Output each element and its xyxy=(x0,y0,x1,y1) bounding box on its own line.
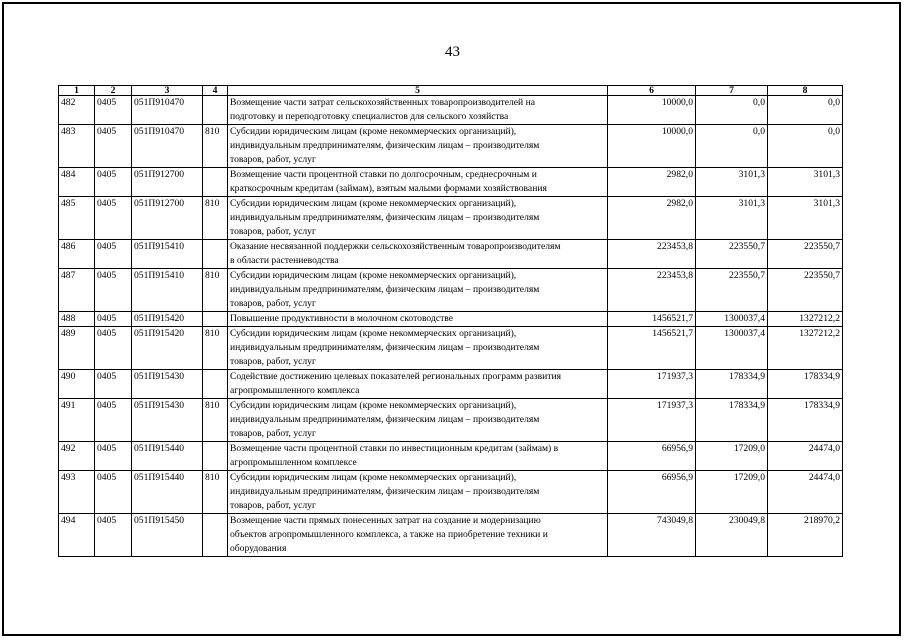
amount-col-8-cell: 1327212,2 xyxy=(768,312,843,327)
amount-col-7-cell: 178334,9 xyxy=(696,399,768,442)
expense-type-cell xyxy=(203,370,228,399)
amount-col-6-cell: 1456521,7 xyxy=(608,327,696,370)
amount-col-6-cell: 10000,0 xyxy=(608,96,696,125)
row-number-cell: 492 xyxy=(59,442,95,471)
header-col-2: 2 xyxy=(95,86,132,96)
amount-col-8-cell: 218970,2 xyxy=(768,514,843,557)
table-row xyxy=(59,442,843,471)
amount-col-6-cell: 2982,0 xyxy=(608,197,696,240)
amount-col-7-cell: 0,0 xyxy=(696,96,768,125)
description-line: в области растениеводства xyxy=(230,255,339,266)
header-col-6: 6 xyxy=(608,86,696,96)
row-number-cell: 490 xyxy=(59,370,95,399)
description-line: Субсидии юридическим лицам (кроме некоммерческих организаций), xyxy=(230,400,517,411)
header-col-8: 8 xyxy=(768,86,843,96)
description-line: объектов агропромышленного комплекса, а также на приобретение техники и xyxy=(230,529,548,540)
target-article-cell: 051П915430 xyxy=(132,370,203,399)
section-code-cell: 0405 xyxy=(95,399,132,442)
description-line: Возмещение части прямых понесенных затрат на создание и модернизацию xyxy=(230,515,541,526)
description-cell xyxy=(228,442,608,471)
section-code-cell: 0405 xyxy=(95,312,132,327)
target-article-cell: 051П915440 xyxy=(132,442,203,471)
target-article-cell: 051П915420 xyxy=(132,312,203,327)
description-line: краткосрочным кредитам (займам), взятым малыми формами хозяйствования xyxy=(230,183,547,194)
amount-col-6-cell: 2982,0 xyxy=(608,168,696,197)
description-cell xyxy=(228,269,608,312)
table-row xyxy=(59,399,843,442)
amount-col-6-cell: 66956,9 xyxy=(608,442,696,471)
amount-col-8-cell: 223550,7 xyxy=(768,240,843,269)
description-cell xyxy=(228,312,608,327)
target-article-cell: 051П912700 xyxy=(132,168,203,197)
row-number-cell: 487 xyxy=(59,269,95,312)
description-line: Субсидии юридическим лицам (кроме некоммерческих организаций), xyxy=(230,198,517,209)
expense-type-cell: 810 xyxy=(203,197,228,240)
description-cell xyxy=(228,96,608,125)
amount-col-6-cell: 66956,9 xyxy=(608,471,696,514)
table-row xyxy=(59,96,843,125)
expense-type-cell: 810 xyxy=(203,269,228,312)
description-line: Возмещение части процентной ставки по долгосрочным, среднесрочным и xyxy=(230,169,537,180)
row-number-cell: 484 xyxy=(59,168,95,197)
description-cell xyxy=(228,327,608,370)
amount-col-7-cell: 178334,9 xyxy=(696,370,768,399)
table-row xyxy=(59,269,843,312)
target-article-cell: 051П915410 xyxy=(132,269,203,312)
section-code-cell: 0405 xyxy=(95,269,132,312)
expense-type-cell xyxy=(203,96,228,125)
description-line: товаров, работ, услуг xyxy=(230,154,316,165)
amount-col-8-cell: 178334,9 xyxy=(768,370,843,399)
amount-col-6-cell: 1456521,7 xyxy=(608,312,696,327)
amount-col-8-cell: 24474,0 xyxy=(768,442,843,471)
description-cell xyxy=(228,197,608,240)
description-line: Субсидии юридическим лицам (кроме некоммерческих организаций), xyxy=(230,270,517,281)
target-article-cell: 051П915420 xyxy=(132,327,203,370)
table-row xyxy=(59,514,843,557)
amount-col-8-cell: 1327212,2 xyxy=(768,327,843,370)
table-row xyxy=(59,197,843,240)
amount-col-7-cell: 17209,0 xyxy=(696,442,768,471)
section-code-cell: 0405 xyxy=(95,168,132,197)
section-code-cell: 0405 xyxy=(95,197,132,240)
header-col-7: 7 xyxy=(696,86,768,96)
amount-col-8-cell: 178334,9 xyxy=(768,399,843,442)
target-article-cell: 051П910470 xyxy=(132,96,203,125)
description-cell xyxy=(228,514,608,557)
section-code-cell: 0405 xyxy=(95,442,132,471)
expense-type-cell xyxy=(203,514,228,557)
amount-col-7-cell: 1300037,4 xyxy=(696,327,768,370)
amount-col-7-cell: 223550,7 xyxy=(696,240,768,269)
amount-col-6-cell: 171937,3 xyxy=(608,399,696,442)
target-article-cell: 051П915440 xyxy=(132,471,203,514)
description-line: индивидуальным предпринимателям, физическим лицам – производителям xyxy=(230,486,540,497)
amount-col-8-cell: 3101,3 xyxy=(768,197,843,240)
header-col-4: 4 xyxy=(203,86,228,96)
expense-type-cell: 810 xyxy=(203,327,228,370)
header-col-3: 3 xyxy=(132,86,203,96)
table-row xyxy=(59,471,843,514)
section-code-cell: 0405 xyxy=(95,471,132,514)
section-code-cell: 0405 xyxy=(95,240,132,269)
expense-type-cell: 810 xyxy=(203,125,228,168)
description-line: индивидуальным предпринимателям, физическим лицам – производителям xyxy=(230,414,540,425)
amount-col-7-cell: 0,0 xyxy=(696,125,768,168)
amount-col-8-cell: 223550,7 xyxy=(768,269,843,312)
target-article-cell: 051П915450 xyxy=(132,514,203,557)
row-number-cell: 486 xyxy=(59,240,95,269)
description-cell xyxy=(228,370,608,399)
target-article-cell: 051П910470 xyxy=(132,125,203,168)
row-number-cell: 485 xyxy=(59,197,95,240)
row-number-cell: 493 xyxy=(59,471,95,514)
table-row xyxy=(59,125,843,168)
row-number-cell: 488 xyxy=(59,312,95,327)
section-code-cell: 0405 xyxy=(95,96,132,125)
table-row xyxy=(59,370,843,399)
amount-col-8-cell: 0,0 xyxy=(768,96,843,125)
row-number-cell: 483 xyxy=(59,125,95,168)
description-line: индивидуальным предпринимателям, физическим лицам – производителям xyxy=(230,342,540,353)
section-code-cell: 0405 xyxy=(95,327,132,370)
description-line: индивидуальным предпринимателям, физическим лицам – производителям xyxy=(230,212,540,223)
table-row xyxy=(59,312,843,327)
description-line: товаров, работ, услуг xyxy=(230,500,316,511)
table-row xyxy=(59,168,843,197)
description-line: подготовку и переподготовку специалистов для сельского хозяйства xyxy=(230,111,509,122)
amount-col-8-cell: 3101,3 xyxy=(768,168,843,197)
amount-col-7-cell: 3101,3 xyxy=(696,168,768,197)
expense-type-cell: 810 xyxy=(203,399,228,442)
description-cell xyxy=(228,399,608,442)
description-line: Оказание несвязанной поддержки сельскохозяйственным товаропроизводителям xyxy=(230,241,561,252)
description-cell xyxy=(228,168,608,197)
description-line: Возмещение части затрат сельскохозяйственных товаропроизводителей на xyxy=(230,97,535,108)
description-cell xyxy=(228,125,608,168)
description-line: Содействие достижению целевых показателей региональных программ развития xyxy=(230,371,562,382)
target-article-cell: 051П915430 xyxy=(132,399,203,442)
amount-col-6-cell: 223453,8 xyxy=(608,269,696,312)
description-line: индивидуальным предпринимателям, физическим лицам – производителям xyxy=(230,284,540,295)
page-number: 43 xyxy=(445,44,460,60)
amount-col-6-cell: 743049,8 xyxy=(608,514,696,557)
section-code-cell: 0405 xyxy=(95,125,132,168)
table-row xyxy=(59,240,843,269)
header-col-5: 5 xyxy=(228,86,608,96)
amount-col-7-cell: 17209,0 xyxy=(696,471,768,514)
description-line: товаров, работ, услуг xyxy=(230,226,316,237)
amount-col-7-cell: 223550,7 xyxy=(696,269,768,312)
target-article-cell: 051П912700 xyxy=(132,197,203,240)
table-header-row xyxy=(59,86,843,96)
description-line: агропромышленного комплекса xyxy=(230,385,360,396)
description-line: Субсидии юридическим лицам (кроме некоммерческих организаций), xyxy=(230,328,517,339)
description-line: агропромышленном комплексе xyxy=(230,457,357,468)
target-article-cell: 051П915410 xyxy=(132,240,203,269)
description-line: Возмещение части процентной ставки по инвестиционным кредитам (займам) в xyxy=(230,443,559,454)
budget-table xyxy=(58,85,843,557)
description-cell xyxy=(228,240,608,269)
expense-type-cell xyxy=(203,240,228,269)
row-number-cell: 482 xyxy=(59,96,95,125)
amount-col-6-cell: 10000,0 xyxy=(608,125,696,168)
description-cell xyxy=(228,471,608,514)
amount-col-6-cell: 223453,8 xyxy=(608,240,696,269)
amount-col-7-cell: 1300037,4 xyxy=(696,312,768,327)
row-number-cell: 494 xyxy=(59,514,95,557)
expense-type-cell xyxy=(203,312,228,327)
expense-type-cell: 810 xyxy=(203,471,228,514)
description-line: Субсидии юридическим лицам (кроме некоммерческих организаций), xyxy=(230,126,517,137)
row-number-cell: 489 xyxy=(59,327,95,370)
description-line: индивидуальным предпринимателям, физическим лицам – производителям xyxy=(230,140,540,151)
description-line: Субсидии юридическим лицам (кроме некоммерческих организаций), xyxy=(230,472,517,483)
amount-col-8-cell: 0,0 xyxy=(768,125,843,168)
row-number-cell: 491 xyxy=(59,399,95,442)
section-code-cell: 0405 xyxy=(95,370,132,399)
amount-col-7-cell: 230049,8 xyxy=(696,514,768,557)
section-code-cell: 0405 xyxy=(95,514,132,557)
amount-col-7-cell: 3101,3 xyxy=(696,197,768,240)
description-line: товаров, работ, услуг xyxy=(230,428,316,439)
description-line: товаров, работ, услуг xyxy=(230,356,316,367)
description-line: Повышение продуктивности в молочном скотоводстве xyxy=(230,313,454,324)
description-line: товаров, работ, услуг xyxy=(230,298,316,309)
expense-type-cell xyxy=(203,442,228,471)
description-line: оборудования xyxy=(230,543,287,554)
amount-col-6-cell: 171937,3 xyxy=(608,370,696,399)
expense-type-cell xyxy=(203,168,228,197)
table-body xyxy=(59,96,843,557)
amount-col-8-cell: 24474,0 xyxy=(768,471,843,514)
table-row xyxy=(59,327,843,370)
header-col-1: 1 xyxy=(59,86,95,96)
